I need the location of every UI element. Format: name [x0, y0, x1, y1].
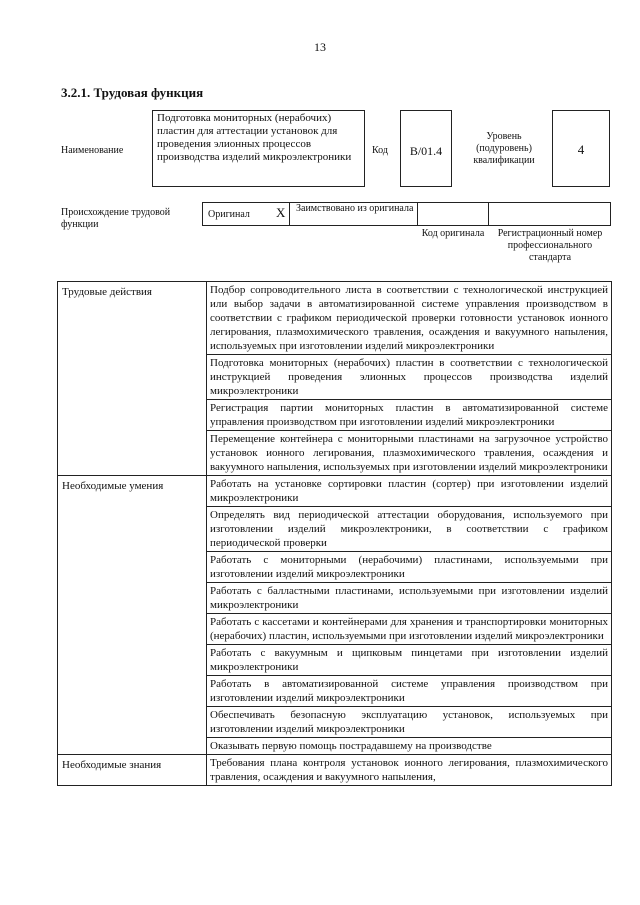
code-original-label: Код оригинала [421, 228, 485, 239]
page-number: 13 [314, 40, 326, 54]
code-original-cell [417, 202, 489, 226]
table-cell: Работать с вакуумным и щипковым пинцетами при изготовлении изделий микроэлектроники [207, 645, 612, 676]
table-cell: Подготовка мониторных (нерабочих) пластин в соответствии с технологической инструкцией проведения элионных процессов производства изделий микроэлектроники [207, 355, 612, 400]
code-box [400, 110, 452, 187]
section-heading: Трудовые действия [58, 282, 207, 476]
section-heading: Необходимые знания [58, 755, 207, 786]
table-row [58, 755, 612, 786]
table-cell: Требования плана контроля установок ионного легирования, плазмохимического травления, осаждения и вакуумного напыления, [207, 755, 612, 786]
table-row [58, 476, 612, 507]
table-cell: Регистрация партии мониторных пластин в автоматизированной системе управления производством при изготовлении изделий микроэлектроники [207, 400, 612, 431]
original-mark: X [276, 205, 286, 220]
table-cell: Обеспечивать безопасную эксплуатацию установок, используемых при изготовлении изделий микроэлектроники [207, 707, 612, 738]
reg-number-label: Регистрационный номер профессионального стандарта [497, 228, 603, 263]
level-value: 4 [577, 142, 585, 157]
borrowed-label: Заимствовано из оригинала [296, 203, 414, 214]
function-details-table [57, 281, 612, 786]
level-box [552, 110, 610, 187]
origin-label: Происхождение трудовой функции [61, 207, 171, 230]
table-row [58, 282, 612, 355]
section-title: 3.2.1. Трудовая функция [61, 85, 204, 100]
function-name: Подготовка мониторных (нерабочих) пластин для аттестации установок для проведения элионных процессов производства изделий микроэлектроники [157, 112, 352, 163]
table-cell: Работать с мониторными (нерабочими) пластинами, используемыми при изготовлении изделий микроэлектроники [207, 552, 612, 583]
function-name-box [152, 110, 365, 187]
table-cell: Подбор сопроводительного листа в соответствии с технологической инструкцией или выбор задачи в автоматизированной системе управления производством в соответствии с графиком периодической проверки готовности установок ионного легирования, плазмохимического травления, осаждения и вакуумного напыления, используемых при изготовлении изделий микроэлектроники [207, 282, 612, 355]
reg-number-cell [488, 202, 611, 226]
table-cell: Работать с балластными пластинами, используемыми при изготовлении изделий микроэлектроники [207, 583, 612, 614]
original-label: Оригинал [208, 209, 250, 220]
table-cell: Работать в автоматизированной системе управления производством при изготовлении изделий микроэлектроники [207, 676, 612, 707]
name-label: Наименование [61, 145, 124, 156]
table-cell: Оказывать первую помощь пострадавшему на производстве [207, 738, 612, 755]
table-cell: Определять вид периодической аттестации оборудования, используемого при изготовлении изделий микроэлектроники, в соответствии с графиком периодической проверки [207, 507, 612, 552]
level-label: Уровень (подуровень) квалификации [473, 131, 535, 166]
section-heading: Необходимые умения [58, 476, 207, 755]
table-cell: Работать с кассетами и контейнерами для хранения и транспортировки мониторных (нерабочих) пластин, используемыми при изготовлении изделий микроэлектроники [207, 614, 612, 645]
code-label: Код [372, 145, 388, 156]
table-cell: Перемещение контейнера с мониторными пластинами на загрузочное устройство установок ионного легирования, плазмохимического травления, осаждения и вакуумного напыления, используемых при изготовлении изделий микроэлектроники [207, 431, 612, 476]
code-value: B/01.4 [409, 144, 443, 158]
table-cell: Работать на установке сортировки пластин (сортер) при изготовлении изделий микроэлектроники [207, 476, 612, 507]
